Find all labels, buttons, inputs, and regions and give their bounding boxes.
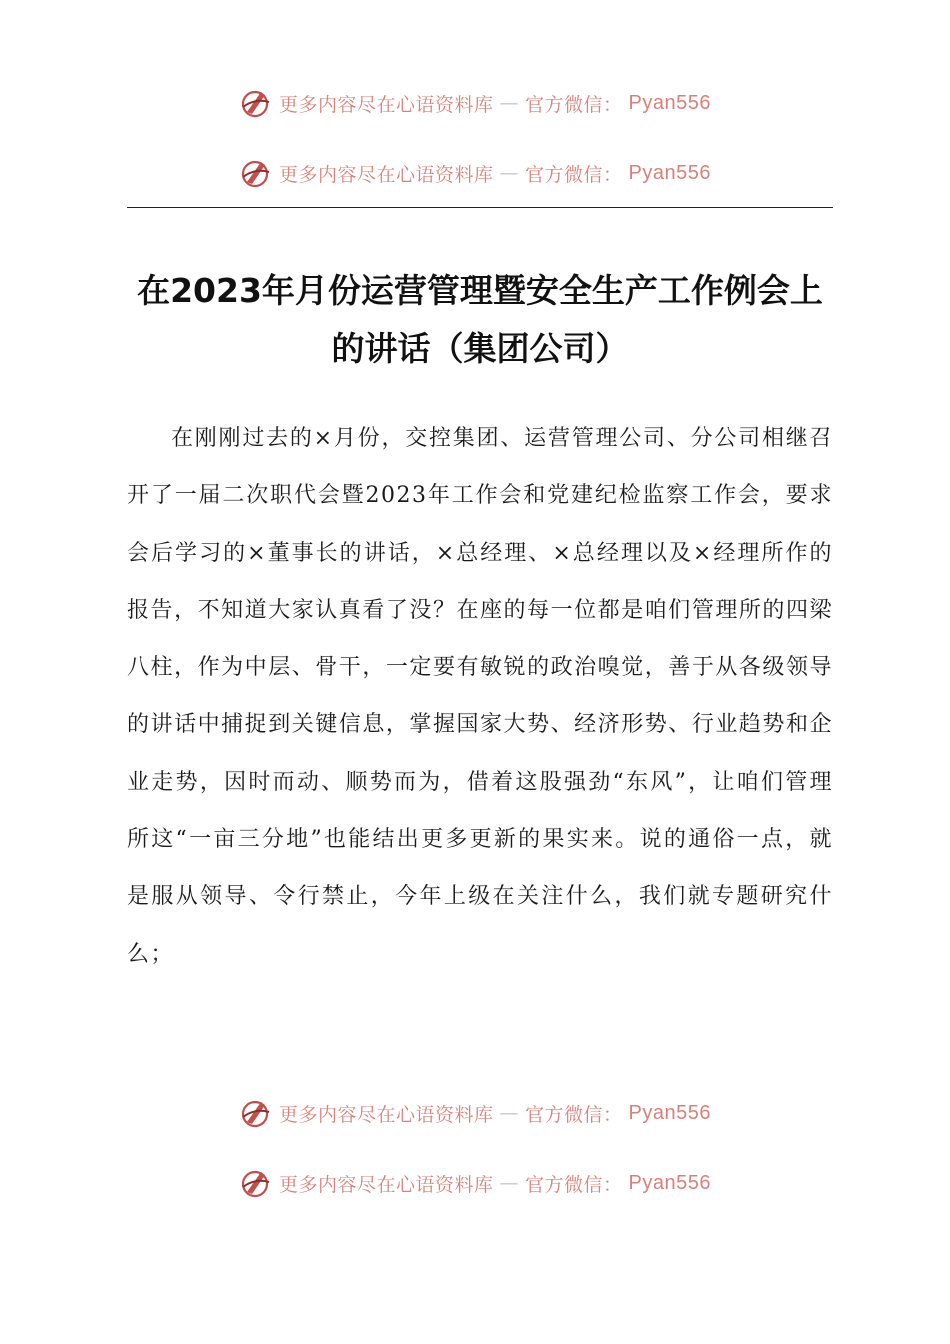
pen-ribbon-logo-icon	[239, 1166, 273, 1200]
watermark-label: 官方微信：	[525, 93, 623, 116]
header-divider	[127, 207, 833, 208]
watermark-label: 官方微信：	[525, 1103, 623, 1126]
watermark-wechat-id: Pyan556	[628, 1171, 711, 1194]
watermark-label: 官方微信：	[525, 1173, 623, 1196]
watermark-banner	[0, 153, 950, 193]
watermark-text: 更多内容尽在心语资料库	[279, 93, 494, 116]
watermark-dash: —	[499, 162, 520, 184]
watermark-wechat-id: Pyan556	[628, 1101, 711, 1124]
watermark-banner	[0, 83, 950, 123]
watermark-text: 更多内容尽在心语资料库	[279, 1173, 494, 1196]
watermark-dash: —	[499, 1102, 520, 1124]
pen-ribbon-logo-icon	[239, 156, 273, 190]
document-title: 在2023年月份运营管理暨安全生产工作例会上的讲话（集团公司）	[137, 271, 823, 368]
watermark-banner	[0, 1163, 950, 1203]
watermark-text: 更多内容尽在心语资料库	[279, 163, 494, 186]
watermark-banner	[0, 1093, 950, 1133]
watermark-wechat-id: Pyan556	[628, 161, 711, 184]
pen-ribbon-logo-icon	[239, 1096, 273, 1130]
watermark-dash: —	[499, 1172, 520, 1194]
watermark-dash: —	[499, 92, 520, 114]
watermark-label: 官方微信：	[525, 163, 623, 186]
watermark-text: 更多内容尽在心语资料库	[279, 1103, 494, 1126]
body-paragraph: 在刚刚过去的×月份，交控集团、运营管理公司、分公司相继召开了一届二次职代会暨2023年工作会和党建纪检监察工作会，要求会后学习的×董事长的讲话，×总经理、×总经理以及×经理所作的报告，不知道大家认真看了没？在座的每一位都是咱们管理所的四梁八柱，作为中层、骨干，一定要有敏锐的政治嗅觉，善于从各级领导的讲话中捕捉到关键信息，掌握国家大势、经济形势、行业趋势和企业走势，因时而动、顺势而为，借着这股强劲“东风”，让咱们管理所这“一亩三分地”也能结出更多更新的果实来。说的通俗一点，就是服从领导、令行禁止，今年上级在关注什么，我们就专题研究什么；	[127, 426, 833, 967]
pen-ribbon-logo-icon	[239, 86, 273, 120]
watermark-wechat-id: Pyan556	[628, 91, 711, 114]
